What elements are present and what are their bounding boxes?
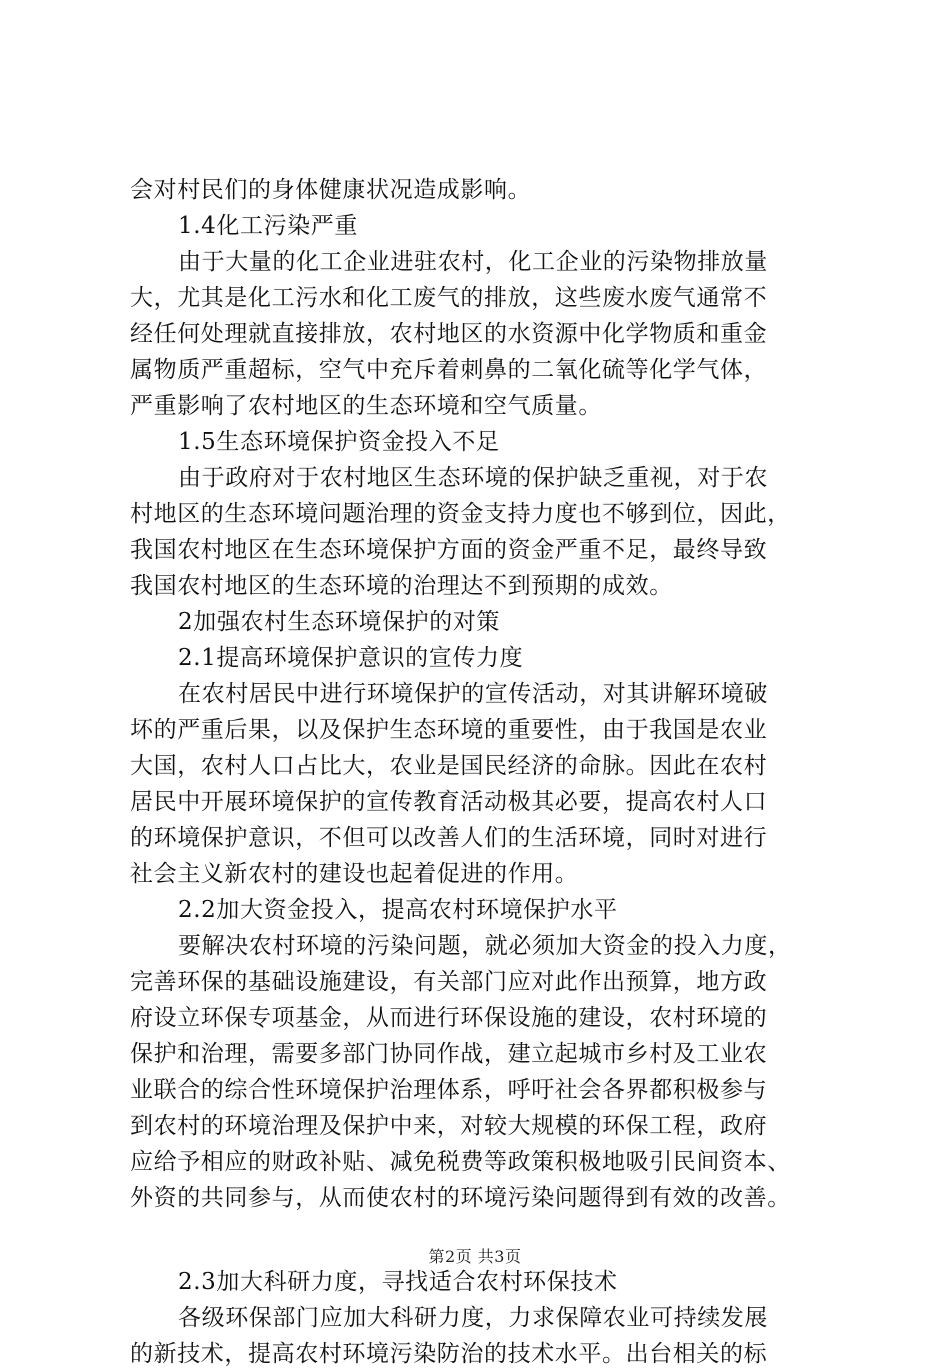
heading-text: 1.4化工污染严重 bbox=[178, 213, 358, 239]
section-heading bbox=[130, 1264, 850, 1300]
paragraph-line: 严重影响了农村地区的生态环境和空气质量。 bbox=[130, 393, 602, 419]
paragraph-line: 社会主义新农村的建设也起着促进的作用。 bbox=[130, 861, 579, 887]
heading-text: 2.3加大科研力度，寻找适合农村环保技术 bbox=[178, 1269, 618, 1295]
paragraph-line: 外资的共同参与，从而使农村的环境污染问题得到有效的改善。 bbox=[130, 1185, 791, 1211]
paragraph-line: 的新技术，提高农村环境污染防治的技术水平。出台相关的标 bbox=[130, 1341, 768, 1367]
paragraph-line: 的环境保护意识，不但可以改善人们的生活环境，同时对进行 bbox=[130, 825, 768, 851]
body-paragraph bbox=[130, 244, 850, 424]
section-heading bbox=[130, 640, 850, 676]
paragraph-line: 应给予相应的财政补贴、减免税费等政策积极地吸引民间资本、 bbox=[130, 1149, 791, 1175]
paragraph-line: 我国农村地区的生态环境的治理达不到预期的成效。 bbox=[130, 573, 673, 599]
paragraph-line: 坏的严重后果，以及保护生态环境的重要性，由于我国是农业 bbox=[130, 717, 768, 743]
paragraph-line: 业联合的综合性环境保护治理体系，呼吁社会各界都积极参与 bbox=[130, 1077, 768, 1103]
paragraph-line: 大，尤其是化工污水和化工废气的排放，这些废水废气通常不 bbox=[130, 285, 768, 311]
paragraph-line: 完善环保的基础设施建设，有关部门应对此作出预算，地方政 bbox=[130, 969, 768, 995]
page-footer: 第2页 共3页 bbox=[428, 1247, 522, 1266]
paragraph-line: 我国农村地区在生态环境保护方面的资金严重不足，最终导致 bbox=[130, 537, 768, 563]
paragraph-line: 会对村民们的身体健康状况造成影响。 bbox=[130, 177, 532, 203]
heading-text: 2加强农村生态环境保护的对策 bbox=[178, 609, 501, 635]
paragraph-line: 村地区的生态环境问题治理的资金支持力度也不够到位，因此， bbox=[130, 501, 791, 527]
paragraph-line: 由于大量的化工企业进驻农村，化工企业的污染物排放量 bbox=[178, 249, 768, 275]
paragraph-line: 各级环保部门应加大科研力度，力求保障农业可持续发展 bbox=[178, 1305, 768, 1331]
body-paragraph bbox=[130, 1300, 850, 1372]
document-body bbox=[130, 172, 850, 1372]
section-heading bbox=[130, 604, 850, 640]
paragraph-line: 由于政府对于农村地区生态环境的保护缺乏重视，对于农 bbox=[178, 465, 768, 491]
paragraph-line: 经任何处理就直接排放，农村地区的水资源中化学物质和重金 bbox=[130, 321, 768, 347]
section-heading bbox=[130, 208, 850, 244]
heading-text: 2.2加大资金投入，提高农村环境保护水平 bbox=[178, 897, 618, 923]
section-heading bbox=[130, 424, 850, 460]
heading-text: 2.1提高环境保护意识的宣传力度 bbox=[178, 645, 524, 671]
body-paragraph bbox=[130, 460, 850, 604]
paragraph-line: 府设立环保专项基金，从而进行环保设施的建设，农村环境的 bbox=[130, 1005, 768, 1031]
body-paragraph bbox=[130, 676, 850, 892]
paragraph-line: 在农村居民中进行环境保护的宣传活动，对其讲解环境破 bbox=[178, 681, 768, 707]
paragraph-line: 大国，农村人口占比大，农业是国民经济的命脉。因此在农村 bbox=[130, 753, 768, 779]
section-heading bbox=[130, 892, 850, 928]
body-paragraph bbox=[130, 928, 850, 1216]
paragraph-line: 属物质严重超标，空气中充斥着刺鼻的二氧化硫等化学气体， bbox=[130, 357, 768, 383]
paragraph-line: 居民中开展环境保护的宣传教育活动极其必要，提高农村人口 bbox=[130, 789, 768, 815]
paragraph-line: 到农村的环境治理及保护中来，对较大规模的环保工程，政府 bbox=[130, 1113, 768, 1139]
paragraph-line: 保护和治理，需要多部门协同作战，建立起城市乡村及工业农 bbox=[130, 1041, 768, 1067]
body-paragraph bbox=[130, 172, 850, 208]
paragraph-line: 要解决农村环境的污染问题，就必须加大资金的投入力度， bbox=[178, 933, 792, 959]
heading-text: 1.5生态环境保护资金投入不足 bbox=[178, 429, 500, 455]
